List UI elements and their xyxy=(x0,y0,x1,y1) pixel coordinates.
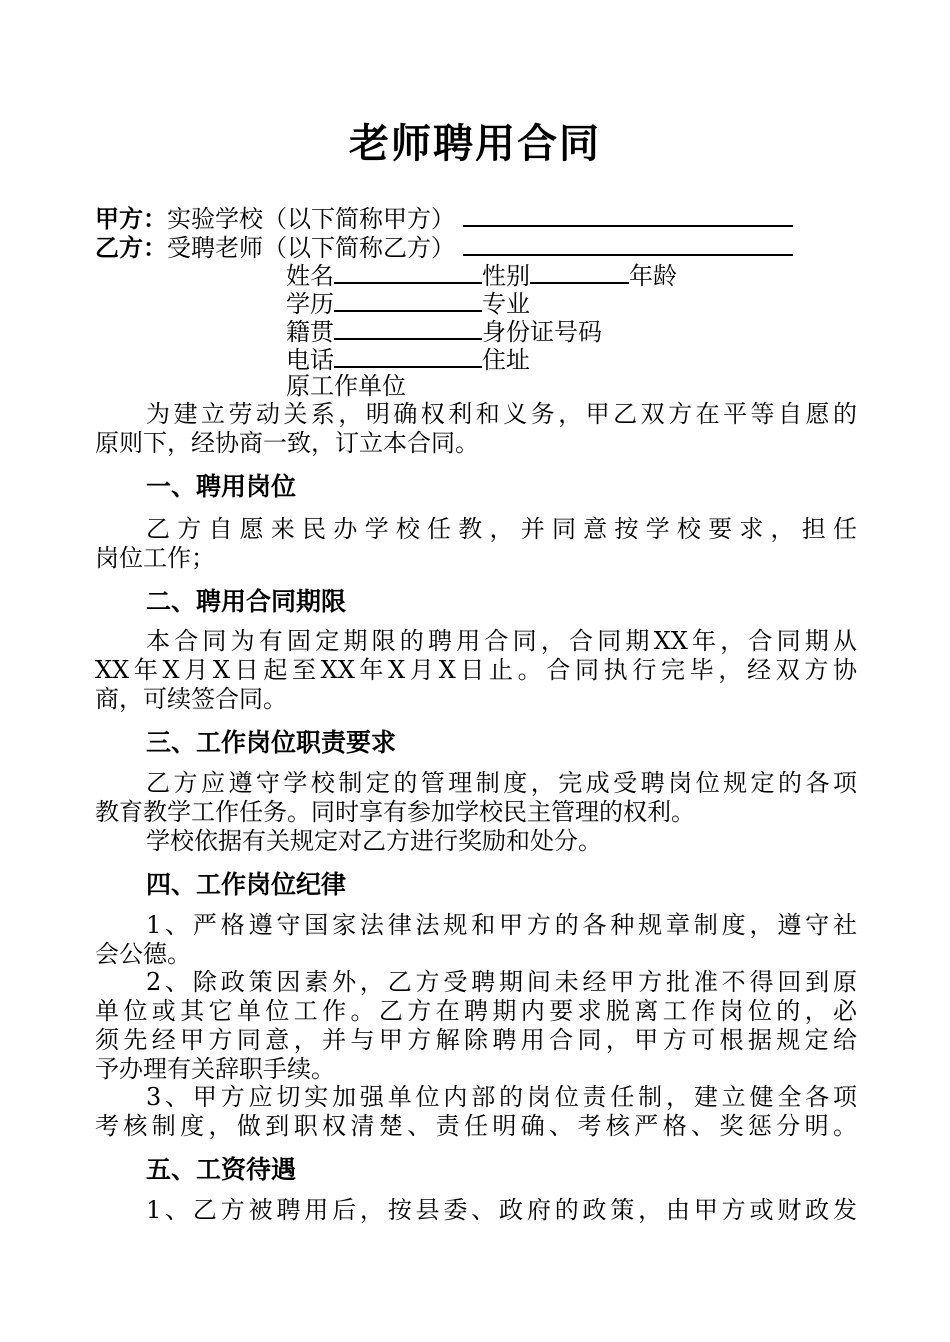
section-4-heading: 四、工作岗位纪律 xyxy=(146,870,347,899)
section-3-heading: 三、工作岗位职责要求 xyxy=(146,728,397,757)
section-3-line-3: 学校依据有关规定对乙方进行奖励和处分。 xyxy=(146,827,602,855)
gender-label: 性别 xyxy=(482,262,530,290)
info-row-former-employer xyxy=(286,372,950,401)
party-b-line xyxy=(95,232,857,263)
section-4-line-7: 3、甲方应切实加强单位内部的岗位责任制，建立健全各项 xyxy=(146,1083,857,1111)
id-number-label: 身份证号码 xyxy=(482,318,602,346)
gender-blank xyxy=(530,260,629,284)
education-blank xyxy=(334,288,482,312)
address-label: 住址 xyxy=(482,346,530,374)
party-b-blank xyxy=(463,232,793,256)
section-5-line-1: 1、乙方被聘用后，按县委、政府的政策，由甲方或财政发 xyxy=(146,1196,857,1224)
phone-label: 电话 xyxy=(286,346,334,374)
section-4-line-1: 1、严格遵守国家法律法规和甲方的各种规章制度，遵守社 xyxy=(146,911,857,939)
info-row-education xyxy=(286,288,950,319)
intro-line-2: 原则下，经协商一致，订立本合同。 xyxy=(95,429,479,457)
section-1-line-1: 乙方自愿来民办学校任教，并同意按学校要求，担任 xyxy=(146,515,857,543)
education-label: 学历 xyxy=(286,290,334,318)
section-4-line-4: 单位或其它单位工作。乙方在聘期内要求脱离工作岗位的，必 xyxy=(95,997,857,1025)
origin-blank xyxy=(334,316,482,340)
section-3-line-2: 教育教学工作任务。同时享有参加学校民主管理的权利。 xyxy=(95,798,695,826)
section-4-line-3: 2、除政策因素外，乙方受聘期间未经甲方批准不得回到原 xyxy=(146,968,857,996)
section-4-line-2: 会公德。 xyxy=(95,940,191,968)
origin-label: 籍贯 xyxy=(286,318,334,346)
section-4-line-5: 须先经甲方同意，并与甲方解除聘用合同，甲方可根据规定给 xyxy=(95,1026,857,1054)
party-a-blank xyxy=(463,203,793,227)
info-row-phone xyxy=(286,344,950,375)
document-title: 老师聘用合同 xyxy=(349,121,601,167)
intro-line-1: 为建立劳动关系，明确权利和义务，甲乙双方在平等自愿的 xyxy=(146,400,857,428)
party-b-text: 受聘老师（以下简称乙方） xyxy=(167,234,455,262)
section-2-heading: 二、聘用合同期限 xyxy=(146,587,347,616)
phone-blank xyxy=(334,344,482,368)
name-blank xyxy=(334,260,482,284)
age-label: 年龄 xyxy=(629,262,677,290)
party-a-text: 实验学校（以下简称甲方） xyxy=(167,205,455,233)
major-label: 专业 xyxy=(482,290,530,318)
section-2-line-2: XX年X月X日起至XX年X月X日止。合同执行完毕，经双方协 xyxy=(95,656,857,684)
section-4-line-8: 考核制度，做到职权清楚、责任明确、考核严格、奖惩分明。 xyxy=(95,1112,857,1140)
section-4-line-6: 予办理有关辞职手续。 xyxy=(95,1055,335,1083)
section-5-heading: 五、工资待遇 xyxy=(146,1155,297,1184)
info-row-origin xyxy=(286,316,950,347)
name-label: 姓名 xyxy=(286,262,334,290)
section-3-line-1: 乙方应遵守学校制定的管理制度，完成受聘岗位规定的各项 xyxy=(146,769,857,797)
section-2-line-1: 本合同为有固定期限的聘用合同，合同期XX年，合同期从 xyxy=(146,627,857,655)
section-1-line-2: 岗位工作； xyxy=(95,544,215,572)
section-1-heading: 一、聘用岗位 xyxy=(146,472,297,501)
section-2-line-3: 商，可续签合同。 xyxy=(95,685,287,713)
info-row-name xyxy=(286,260,950,291)
party-a-line xyxy=(95,203,857,234)
former-employer-label: 原工作单位 xyxy=(286,372,406,400)
party-b-label: 乙方： xyxy=(95,234,167,262)
party-a-label: 甲方： xyxy=(95,205,167,233)
